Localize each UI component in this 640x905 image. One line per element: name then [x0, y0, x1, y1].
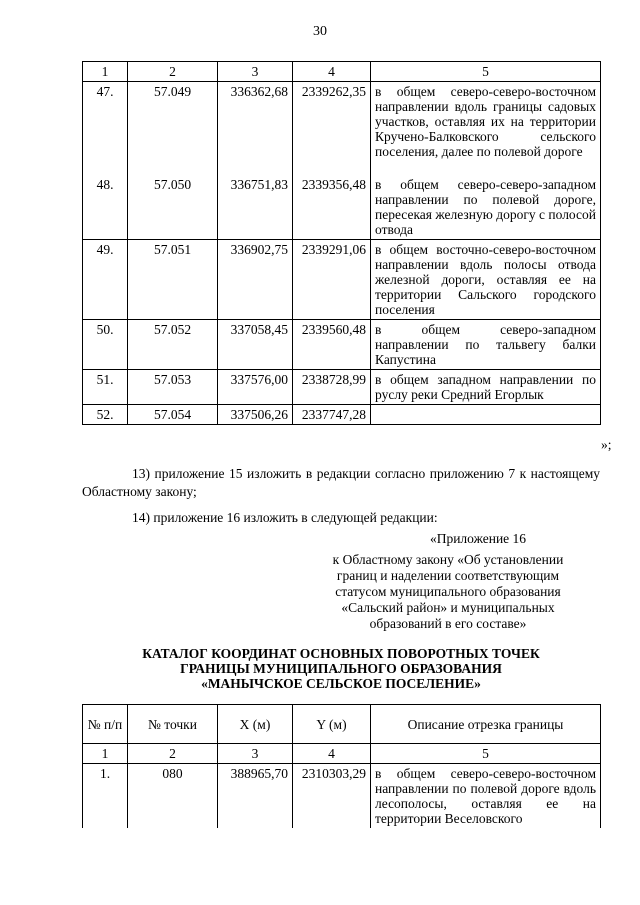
- segment-description: [371, 405, 601, 425]
- page-number: 30: [313, 24, 327, 39]
- y-coordinate: 2338728,99: [293, 370, 371, 405]
- x-coordinate: 336902,75: [218, 240, 293, 320]
- table-row: [83, 320, 601, 370]
- point-number: 080: [128, 764, 218, 829]
- point-number: 57.049: [128, 82, 218, 162]
- coordinates-table-continued: [82, 61, 601, 425]
- segment-description: в общем восточно-северо-восточном направлении вдоль полосы отвода железной дороги, оставляя ее на территории Сальского городского поселения: [371, 240, 601, 320]
- y-coordinate: 2339560,48: [293, 320, 371, 370]
- segment-description: в общем северо-северо-западном направлении по полевой дороге, пересекая железную дорогу с полосой отвода: [371, 161, 601, 240]
- column-header: Y (м): [293, 705, 371, 744]
- column-number: 1: [83, 744, 128, 764]
- column-number: 3: [218, 62, 293, 82]
- table-closing-quote: »;: [601, 437, 612, 452]
- row-index: 49.: [83, 240, 128, 320]
- amendment-paragraph-14: 14) приложение 16 изложить в следующей редакции:: [132, 510, 438, 525]
- table-row: [83, 405, 601, 425]
- segment-description: в общем северо-северо-восточном направлении по полевой дороге вдоль лесополосы, оставляя ее на территории Веселовского: [371, 764, 601, 829]
- segment-description: в общем западном направлении по руслу реки Средний Егорлык: [371, 370, 601, 405]
- column-number: 4: [293, 744, 371, 764]
- row-index: 1.: [83, 764, 128, 829]
- row-index: 51.: [83, 370, 128, 405]
- y-coordinate: 2339262,35: [293, 82, 371, 162]
- y-coordinate: 2337747,28: [293, 405, 371, 425]
- point-number: 57.051: [128, 240, 218, 320]
- table-row: [83, 161, 601, 240]
- segment-description: в общем северо-западном направлении по тальвегу балки Капустина: [371, 320, 601, 370]
- column-number-row: [83, 744, 601, 764]
- catalog-heading-line: «МАНЫЧСКОЕ СЕЛЬСКОЕ ПОСЕЛЕНИЕ»: [201, 676, 481, 691]
- row-index: 47.: [83, 82, 128, 162]
- column-number: 5: [371, 744, 601, 764]
- y-coordinate: 2310303,29: [293, 764, 371, 829]
- appendix-title: «Приложение 16: [429, 531, 527, 546]
- table-row: [83, 82, 601, 162]
- amendment-paragraph-13: 13) приложение 15 изложить в редакции согласно приложению 7 к настоящему Областному закону;: [82, 466, 600, 499]
- x-coordinate: 337576,00: [218, 370, 293, 405]
- column-header: X (м): [218, 705, 293, 744]
- column-number: 2: [128, 62, 218, 82]
- x-coordinate: 337058,45: [218, 320, 293, 370]
- column-number: 3: [218, 744, 293, 764]
- column-number-row: [83, 62, 601, 82]
- point-number: 57.053: [128, 370, 218, 405]
- coordinates-table: [82, 704, 601, 828]
- row-index: 52.: [83, 405, 128, 425]
- catalog-heading-line: ГРАНИЦЫ МУНИЦИПАЛЬНОГО ОБРАЗОВАНИЯ: [180, 661, 502, 676]
- x-coordinate: 336362,68: [218, 82, 293, 162]
- point-number: 57.054: [128, 405, 218, 425]
- column-number: 1: [83, 62, 128, 82]
- segment-description: в общем северо-северо-восточном направлении вдоль границы садовых участков, оставляя их на территории Кручено-Балковского сельского поселения, далее по полевой дороге: [371, 82, 601, 162]
- y-coordinate: 2339356,48: [293, 161, 371, 240]
- y-coordinate: 2339291,06: [293, 240, 371, 320]
- catalog-heading: [82, 646, 600, 691]
- x-coordinate: 336751,83: [218, 161, 293, 240]
- column-number: 5: [371, 62, 601, 82]
- x-coordinate: 337506,26: [218, 405, 293, 425]
- appendix-reference: к Областному закону «Об установлении границ и наделении соответствующим статусом муниципального образования «Сальский район» и муниципальных образований в его составе»: [332, 552, 564, 631]
- row-index: 50.: [83, 320, 128, 370]
- catalog-heading-line: КАТАЛОГ КООРДИНАТ ОСНОВНЫХ ПОВОРОТНЫХ ТОЧЕК: [142, 646, 540, 661]
- table-header-row: [83, 705, 601, 744]
- row-index: 48.: [83, 161, 128, 240]
- x-coordinate: 388965,70: [218, 764, 293, 829]
- column-number: 4: [293, 62, 371, 82]
- column-header: № точки: [128, 705, 218, 744]
- table-row: [83, 370, 601, 405]
- table-row: [83, 240, 601, 320]
- column-number: 2: [128, 744, 218, 764]
- point-number: 57.050: [128, 161, 218, 240]
- point-number: 57.052: [128, 320, 218, 370]
- table-row: [83, 764, 601, 829]
- column-header: № п/п: [83, 705, 128, 744]
- column-header: Описание отрезка границы: [371, 705, 601, 744]
